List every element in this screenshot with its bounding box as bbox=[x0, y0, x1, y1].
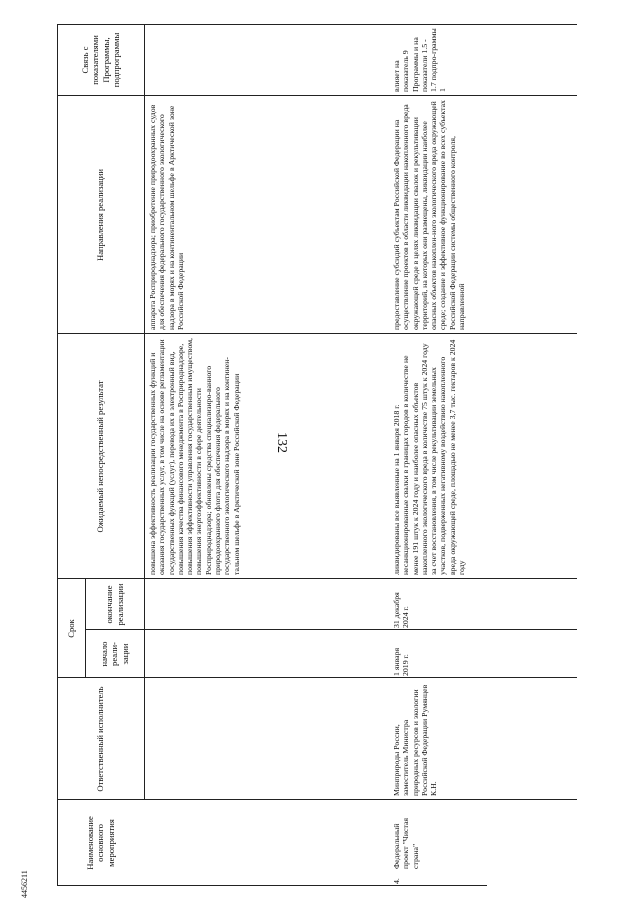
header-executor: Ответственный исполнитель bbox=[95, 686, 106, 792]
row-4-executor: Минприроды России, заместитель Министра природных ресурсов и экологии Российской Федерации Румянцев К.Н. bbox=[392, 684, 439, 796]
row-4-activity-name: Федеральный проект "Чистая страна" bbox=[392, 818, 420, 869]
row-4-number: 4. bbox=[392, 878, 401, 884]
row-4-indicator-link: влияет на показатель 9 Программы и на показатели 1.5 - 1.7 подпро-граммы 1 bbox=[392, 28, 448, 92]
header-expected-result: Ожидаемый непосредственный результат bbox=[95, 380, 106, 533]
row-4-start-date: 1 января 2019 г. bbox=[392, 647, 411, 676]
document-code: 4456211 bbox=[20, 870, 29, 898]
row-4-directions: предоставление субсидий субъектам Российской Федерации на осуществление проектов в области ликвидации накопленного вреда окружающей среде в целях ликвидации свалок и рекультивации территорий, на которых они размещены, ликвидации наиболее опасных объектов накоплен-ного экологического вреда окружающей среде; создание и эффективное функционирование во всех субъектах Российской Федерации системы общественного контроля, направленной bbox=[392, 100, 467, 330]
table bbox=[57, 24, 577, 886]
row-4-end-date: 31 декабря 2024 г. bbox=[392, 592, 411, 628]
header-main-activity: Наименование основного мероприятия bbox=[84, 816, 116, 870]
continued-directions-cell: аппарата Росприроднадзора; приобретение природоохранных судов для обеспечения федерального государственного экологического надзора в морях и на континентальном шельфе в Арктической зоне Российской Федерации bbox=[148, 104, 185, 330]
header-term: Срок bbox=[65, 619, 76, 638]
row-4-expected-result: ликвидированы все выявленные на 1 января 2018 г. несанкционированные свалки в границах городов в количестве не менее 191 штук к 2024 году и наиболее опасных объектов накопленного экологического вреда в количестве 75 штук к 2024 году за счет восстановления, в том числе рекультивации земельных участков, подверженных негативному воздействию накопленного вреда окружающей среде, площадью не менее 3,7 тыс. гектаров к 2024 году bbox=[392, 339, 467, 575]
header-start: начало реали-зации bbox=[98, 641, 130, 667]
continued-result-cell: повышена эффективность реализации государственных функций и оказания государственных услуг, в том числе на основе регламентации государственных функций (услуг), перевода их в электронный вид, повышения качества финансового менеджмента в Росприроднадзоре, повышения эффективности управления государственным имуществом, повышения энергоэффективности в сфере деятельности Росприроднадзора; обновлены средства специализиро-ванного природоохранного флота для обеспечения федерального государственного экологического надзора в морях и на континен-тальном шельфе в Арктической зоне Российской Федерации bbox=[148, 337, 241, 575]
header-directions: Направления реализации bbox=[95, 169, 106, 261]
page-number: 132 bbox=[274, 432, 289, 453]
header-end: окончание реализации bbox=[104, 583, 125, 626]
header-indicator-link: Связь с показателями Программы, подпрограммы bbox=[79, 32, 121, 88]
